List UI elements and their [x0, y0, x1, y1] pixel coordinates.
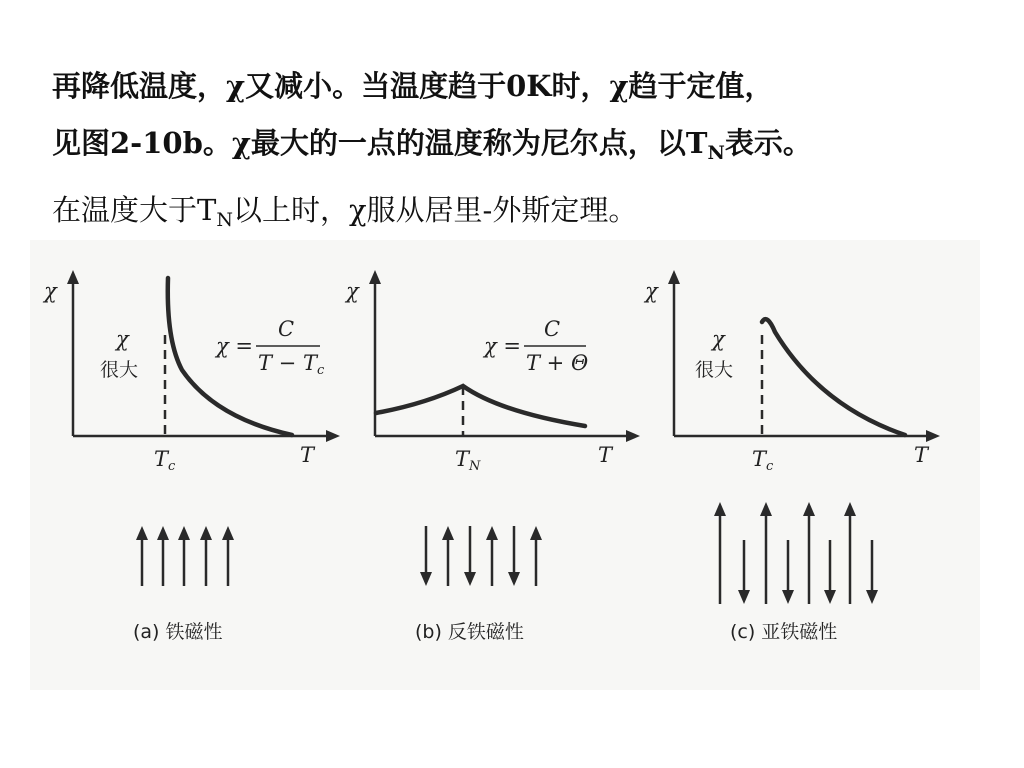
text-line-2-part-b: 表示。: [724, 126, 812, 160]
panel-b-x-label: T: [598, 443, 613, 467]
panel-c-note-text: 很大: [695, 359, 734, 381]
panel-a-y-axis-arrow-icon: [67, 270, 79, 284]
figure-svg: [30, 240, 980, 690]
panel-a-x-label: T: [300, 443, 315, 467]
panel-a-x-axis-arrow-icon: [326, 430, 340, 442]
panel-c-tick: [752, 447, 774, 474]
panel-b-formula-lhs: χ =: [484, 334, 521, 358]
spin-arrow-down-icon: [866, 590, 878, 604]
panel-a-formula-den: [258, 351, 325, 378]
panel-a: [42, 270, 340, 643]
text-block: [52, 58, 992, 249]
panel-b-x-axis-arrow-icon: [626, 430, 640, 442]
spin-arrow-down-icon: [464, 572, 476, 586]
panel-b-formula-den: T + Θ: [526, 351, 589, 375]
spin-arrow-up-icon: [714, 502, 726, 516]
spin-arrow-up-icon: [760, 502, 772, 516]
panel-a-formula-lhs: χ =: [216, 334, 253, 358]
panel-a-formula-den-sub: c: [316, 363, 325, 378]
panel-b-caption: (b) 反铁磁性: [415, 621, 524, 643]
panel-a-tick-sub: c: [168, 459, 176, 474]
panel-a-tick: [154, 447, 176, 474]
spin-arrow-up-icon: [178, 526, 190, 540]
panel-a-formula-den-main: T − T: [258, 351, 317, 375]
panel-b-tick: [455, 447, 481, 474]
panel-c-y-axis-arrow-icon: [668, 270, 680, 284]
panel-b-spins: [420, 526, 542, 586]
text-line-1: [52, 58, 992, 115]
text-line-3-subscript: N: [216, 209, 233, 231]
spin-arrow-up-icon: [200, 526, 212, 540]
text-line-1-content: 再降低温度，χ又减小。当温度趋于0K时，χ趋于定值，: [52, 69, 774, 103]
text-line-3-part-a: 在温度大于T: [52, 193, 217, 227]
text-line-2: [52, 115, 992, 182]
panel-c-tick-sub: c: [766, 459, 774, 474]
panel-b-y-axis-arrow-icon: [369, 270, 381, 284]
panel-b-tick-sub: N: [469, 459, 481, 474]
panel-c-y-label: χ: [645, 279, 658, 303]
spin-arrow-down-icon: [420, 572, 432, 586]
panel-c-spins: [714, 502, 878, 604]
panel-a-note-text: 很大: [100, 359, 139, 381]
panel-c-x-axis-arrow-icon: [926, 430, 940, 442]
text-line-3-part-b: 以上时，χ服从居里-外斯定理。: [232, 193, 638, 227]
spin-arrow-up-icon: [530, 526, 542, 540]
text-line-3: [52, 182, 992, 249]
spin-arrow-up-icon: [486, 526, 498, 540]
panel-b: [344, 270, 640, 643]
panel-c: [643, 270, 940, 643]
spin-arrow-down-icon: [738, 590, 750, 604]
spin-arrow-up-icon: [222, 526, 234, 540]
spin-arrow-down-icon: [508, 572, 520, 586]
spin-arrow-up-icon: [803, 502, 815, 516]
panel-a-spins: [136, 526, 234, 586]
spin-arrow-up-icon: [844, 502, 856, 516]
spin-arrow-down-icon: [824, 590, 836, 604]
panel-a-y-label: χ: [44, 279, 57, 303]
panel-b-curve: [376, 386, 585, 426]
panel-c-caption: (c) 亚铁磁性: [730, 621, 838, 643]
spin-arrow-up-icon: [157, 526, 169, 540]
panel-b-y-label: χ: [346, 279, 359, 303]
panel-c-curve: [762, 319, 905, 435]
panel-a-caption: (a) 铁磁性: [133, 621, 223, 643]
text-line-2-subscript: N: [707, 142, 725, 164]
panel-c-tick-main: T: [752, 447, 767, 471]
spin-arrow-up-icon: [442, 526, 454, 540]
panel-a-formula-num: C: [278, 317, 295, 341]
spin-arrow-up-icon: [136, 526, 148, 540]
magnetism-figure: [30, 240, 980, 690]
panel-c-note-symbol: χ: [712, 327, 725, 351]
panel-b-tick-main: T: [455, 447, 470, 471]
panel-a-tick-main: T: [154, 447, 169, 471]
panel-b-formula-num: C: [544, 317, 561, 341]
panel-c-x-label: T: [914, 443, 929, 467]
text-line-2-part-a: 见图2-10b。χ最大的一点的温度称为尼尔点，以T: [52, 126, 708, 160]
panel-a-note-symbol: χ: [116, 327, 129, 351]
spin-arrow-down-icon: [782, 590, 794, 604]
